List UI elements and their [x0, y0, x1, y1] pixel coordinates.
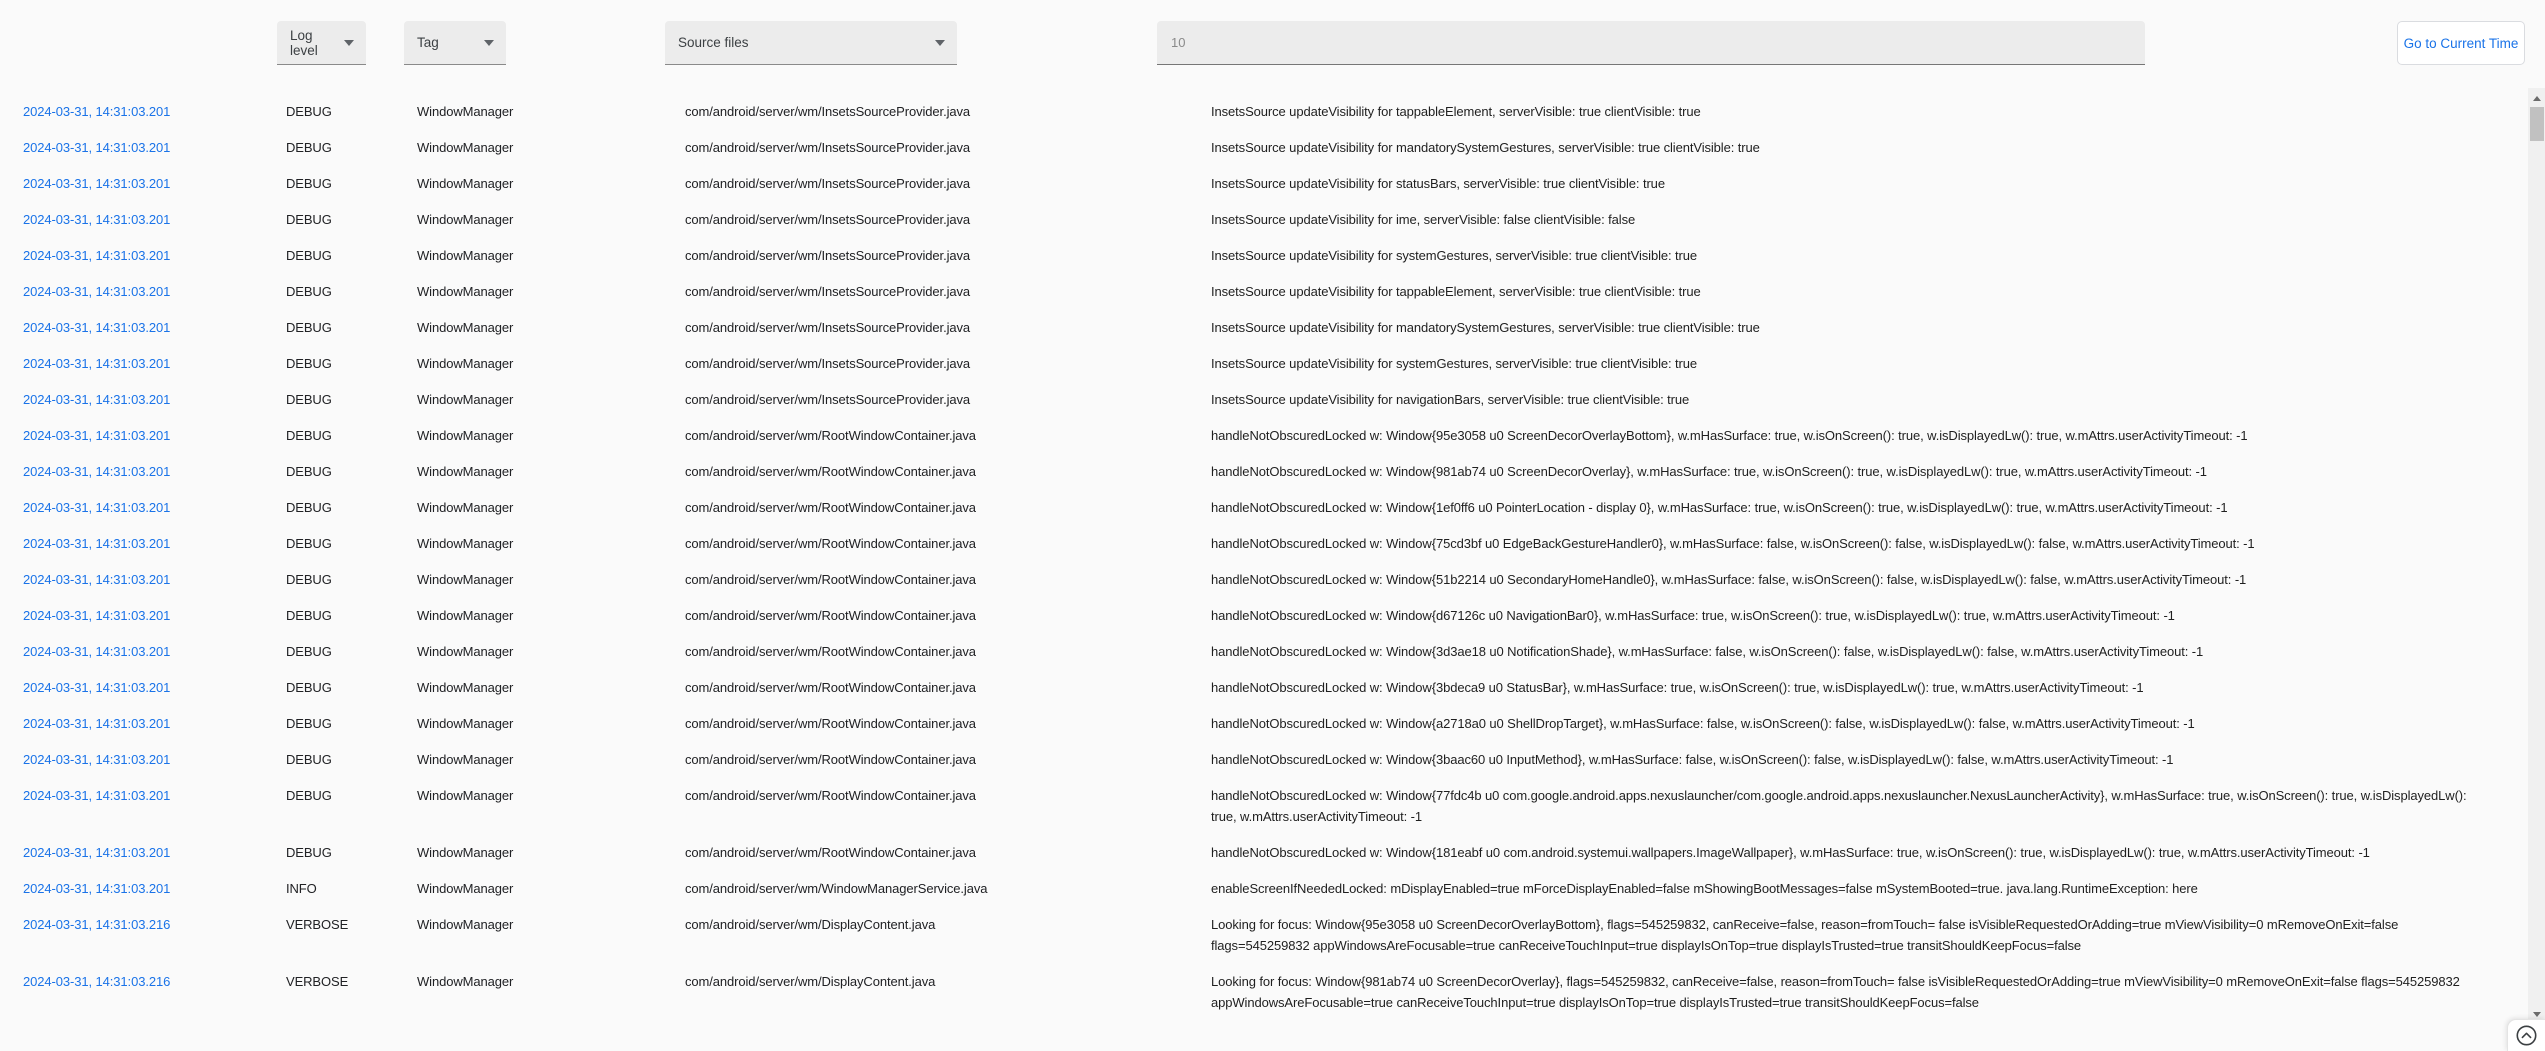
log-timestamp-link[interactable]: 2024-03-31, 14:31:03.201: [23, 176, 171, 191]
log-row: [23, 346, 2490, 382]
log-level: DEBUG: [286, 716, 332, 731]
log-row: [23, 871, 2490, 907]
log-tag: WindowManager: [417, 536, 514, 551]
log-tag: WindowManager: [417, 644, 514, 659]
log-tag: WindowManager: [417, 320, 514, 335]
log-timestamp-link[interactable]: 2024-03-31, 14:31:03.201: [23, 500, 171, 515]
caret-down-icon: [484, 40, 494, 46]
log-tag: WindowManager: [417, 500, 514, 515]
log-row: [23, 526, 2490, 562]
log-source-file: com/android/server/wm/RootWindowContainer.java: [685, 845, 976, 860]
log-level: DEBUG: [286, 248, 332, 263]
log-level: DEBUG: [286, 845, 332, 860]
log-timestamp-link[interactable]: 2024-03-31, 14:31:03.201: [23, 140, 171, 155]
log-row: [23, 670, 2490, 706]
log-timestamp-link[interactable]: 2024-03-31, 14:31:03.201: [23, 644, 171, 659]
log-row: [23, 274, 2490, 310]
log-tag: WindowManager: [417, 974, 514, 989]
log-message: InsetsSource updateVisibility for ime, serverVisible: false clientVisible: false: [1211, 212, 1636, 227]
log-message: handleNotObscuredLocked w: Window{1ef0ff6 u0 PointerLocation - display 0}, w.mHasSurface: true, w.isOnScreen(): true, w.isDisplayedLw(): true, w.mAttrs.userActivityTimeout: -1: [1211, 500, 2228, 515]
log-message: InsetsSource updateVisibility for systemGestures, serverVisible: true clientVisible: true: [1211, 248, 1698, 263]
scrollbar-thumb[interactable]: [2530, 107, 2544, 141]
log-timestamp-link[interactable]: 2024-03-31, 14:31:03.201: [23, 608, 171, 623]
go-to-current-time-label: Go to Current Time: [2403, 35, 2519, 51]
log-level: VERBOSE: [286, 917, 349, 932]
log-tag: WindowManager: [417, 212, 514, 227]
log-timestamp-link[interactable]: 2024-03-31, 14:31:03.201: [23, 104, 171, 119]
log-source-file: com/android/server/wm/RootWindowContainer.java: [685, 752, 976, 767]
log-source-file: com/android/server/wm/DisplayContent.java: [685, 974, 936, 989]
log-message: handleNotObscuredLocked w: Window{75cd3bf u0 EdgeBackGestureHandler0}, w.mHasSurface: false, w.isOnScreen(): false, w.isDisplayedLw(): false, w.mAttrs.userActivityTimeout: -1: [1211, 536, 2255, 551]
log-level: DEBUG: [286, 356, 332, 371]
log-tag: WindowManager: [417, 140, 514, 155]
log-tag: WindowManager: [417, 881, 514, 896]
log-message: InsetsSource updateVisibility for navigationBars, serverVisible: true clientVisible: true: [1211, 392, 1690, 407]
log-source-file: com/android/server/wm/RootWindowContainer.java: [685, 644, 976, 659]
caret-down-icon: [344, 40, 354, 46]
log-tag: WindowManager: [417, 752, 514, 767]
log-message: InsetsSource updateVisibility for tappableElement, serverVisible: true clientVisible: true: [1211, 284, 1701, 299]
log-level: DEBUG: [286, 320, 332, 335]
log-row: [23, 130, 2490, 166]
log-message: handleNotObscuredLocked w: Window{d67126c u0 NavigationBar0}, w.mHasSurface: true, w.isOnScreen(): true, w.isDisplayedLw(): true, w.mAttrs.userActivityTimeout: -1: [1211, 608, 2175, 623]
log-tag: WindowManager: [417, 356, 514, 371]
log-source-file: com/android/server/wm/RootWindowContainer.java: [685, 788, 976, 803]
log-timestamp-link[interactable]: 2024-03-31, 14:31:03.201: [23, 716, 171, 731]
log-row: [23, 778, 2490, 835]
log-tag: WindowManager: [417, 845, 514, 860]
log-source-file: com/android/server/wm/InsetsSourceProvider.java: [685, 104, 971, 119]
log-tag: WindowManager: [417, 464, 514, 479]
log-table: [0, 88, 2528, 1051]
log-tag: WindowManager: [417, 572, 514, 587]
log-source-file: com/android/server/wm/InsetsSourceProvider.java: [685, 284, 971, 299]
log-timestamp-link[interactable]: 2024-03-31, 14:31:03.201: [23, 536, 171, 551]
log-level: DEBUG: [286, 500, 332, 515]
log-source-file: com/android/server/wm/InsetsSourceProvider.java: [685, 140, 971, 155]
log-level: INFO: [286, 881, 317, 896]
log-level: DEBUG: [286, 428, 332, 443]
log-level: DEBUG: [286, 176, 332, 191]
log-level: DEBUG: [286, 680, 332, 695]
log-message: Looking for focus: Window{981ab74 u0 ScreenDecorOverlay}, flags=545259832, canReceive=false, reason=fromTouch= false isVisibleRequestedOrAdding=true mViewVisibility=0 mRemoveOnExit=false flags=545259832 appWindowsAreFocusable=true canReceiveTouchInput=true displayIsOnTop=true displayIsTrusted=true transitShouldKeepFocus=false: [1211, 974, 2460, 1010]
scroll-to-latest-button[interactable]: [2507, 1019, 2545, 1051]
log-row: [23, 382, 2490, 418]
log-message: InsetsSource updateVisibility for statusBars, serverVisible: true clientVisible: true: [1211, 176, 1665, 191]
scrollbar-up-arrow-icon: [2533, 96, 2541, 101]
log-timestamp-link[interactable]: 2024-03-31, 14:31:03.201: [23, 572, 171, 587]
log-level: DEBUG: [286, 536, 332, 551]
log-message: InsetsSource updateVisibility for mandatorySystemGestures, serverVisible: true clientVisible: true: [1211, 320, 1760, 335]
log-level: DEBUG: [286, 752, 332, 767]
vertical-scrollbar[interactable]: [2528, 88, 2545, 1051]
log-row: [23, 706, 2490, 742]
log-source-file: com/android/server/wm/InsetsSourceProvider.java: [685, 248, 971, 263]
log-source-file: com/android/server/wm/RootWindowContainer.java: [685, 464, 976, 479]
log-timestamp-link[interactable]: 2024-03-31, 14:31:03.201: [23, 680, 171, 695]
log-source-file: com/android/server/wm/RootWindowContainer.java: [685, 536, 976, 551]
log-row: [23, 634, 2490, 670]
log-tag: WindowManager: [417, 104, 514, 119]
log-message: handleNotObscuredLocked w: Window{a2718a0 u0 ShellDropTarget}, w.mHasSurface: false, w.isOnScreen(): false, w.isDisplayedLw(): false, w.mAttrs.userActivityTimeout: -1: [1211, 716, 2195, 731]
log-message: InsetsSource updateVisibility for tappableElement, serverVisible: true clientVisible: true: [1211, 104, 1701, 119]
log-row: [23, 238, 2490, 274]
log-level: DEBUG: [286, 140, 332, 155]
log-timestamp-link[interactable]: 2024-03-31, 14:31:03.201: [23, 320, 171, 335]
log-message: handleNotObscuredLocked w: Window{95e3058 u0 ScreenDecorOverlayBottom}, w.mHasSurface: true, w.isOnScreen(): true, w.isDisplayedLw(): true, w.mAttrs.userActivityTimeout: -1: [1211, 428, 2248, 443]
log-level: DEBUG: [286, 608, 332, 623]
log-row: [23, 202, 2490, 238]
log-message: handleNotObscuredLocked w: Window{181eabf u0 com.android.systemui.wallpapers.ImageWallpaper}, w.mHasSurface: true, w.isOnScreen(): true, w.isDisplayedLw(): true, w.mAttrs.userActivityTimeout: -1: [1211, 845, 2370, 860]
log-message: enableScreenIfNeededLocked: mDisplayEnabled=true mForceDisplayEnabled=false mShowingBootMessages=false mSystemBooted=true. java.lang.RuntimeException: here: [1211, 881, 2198, 896]
log-timestamp-link[interactable]: 2024-03-31, 14:31:03.201: [23, 212, 171, 227]
log-tag: WindowManager: [417, 284, 514, 299]
log-tag: WindowManager: [417, 176, 514, 191]
log-row: [23, 454, 2490, 490]
log-message: handleNotObscuredLocked w: Window{981ab74 u0 ScreenDecorOverlay}, w.mHasSurface: true, w.isOnScreen(): true, w.isDisplayedLw(): true, w.mAttrs.userActivityTimeout: -1: [1211, 464, 2207, 479]
log-level: DEBUG: [286, 464, 332, 479]
log-row: [23, 964, 2490, 1021]
log-row: [23, 490, 2490, 526]
log-level-select-label: Log level: [290, 27, 318, 58]
go-to-current-time-button[interactable]: [2397, 21, 2525, 65]
log-message: handleNotObscuredLocked w: Window{3bdeca9 u0 StatusBar}, w.mHasSurface: true, w.isOnScreen(): true, w.isDisplayedLw(): true, w.mAttrs.userActivityTimeout: -1: [1211, 680, 2144, 695]
log-message: Looking for focus: Window{95e3058 u0 ScreenDecorOverlayBottom}, flags=545259832, canReceive=false, reason=fromTouch= false isVisibleRequestedOrAdding=true mViewVisibility=0 mRemoveOnExit=false flags=545259832 appWindowsAreFocusable=true canReceiveTouchInput=true displayIsOnTop=true displayIsTrusted=true transitShouldKeepFocus=false: [1211, 917, 2399, 953]
log-source-file: com/android/server/wm/DisplayContent.java: [685, 917, 936, 932]
log-row: [23, 907, 2490, 964]
log-source-file: com/android/server/wm/InsetsSourceProvider.java: [685, 212, 971, 227]
log-timestamp-link[interactable]: 2024-03-31, 14:31:03.216: [23, 917, 171, 932]
log-timestamp-link[interactable]: 2024-03-31, 14:31:03.201: [23, 845, 171, 860]
log-timestamp-link[interactable]: 2024-03-31, 14:31:03.201: [23, 392, 171, 407]
log-tag: WindowManager: [417, 917, 514, 932]
circled-chevron-up-icon: [2515, 1024, 2538, 1047]
log-row: [23, 562, 2490, 598]
log-source-file: com/android/server/wm/InsetsSourceProvider.java: [685, 320, 971, 335]
log-tag: WindowManager: [417, 716, 514, 731]
log-timestamp-link[interactable]: 2024-03-31, 14:31:03.216: [23, 974, 171, 989]
log-level: DEBUG: [286, 572, 332, 587]
log-level: DEBUG: [286, 212, 332, 227]
log-source-file: com/android/server/wm/WindowManagerService.java: [685, 881, 988, 896]
log-level-select[interactable]: [277, 21, 366, 65]
log-timestamp-link[interactable]: 2024-03-31, 14:31:03.201: [23, 284, 171, 299]
log-level: DEBUG: [286, 104, 332, 119]
log-timestamp-link[interactable]: 2024-03-31, 14:31:03.201: [23, 428, 171, 443]
log-timestamp-link[interactable]: 2024-03-31, 14:31:03.201: [23, 248, 171, 263]
toolbar: [0, 0, 2545, 88]
log-row: [23, 598, 2490, 634]
log-message: handleNotObscuredLocked w: Window{51b2214 u0 SecondaryHomeHandle0}, w.mHasSurface: false, w.isOnScreen(): false, w.isDisplayedLw(): false, w.mAttrs.userActivityTimeout: -1: [1211, 572, 2247, 587]
log-source-file: com/android/server/wm/RootWindowContainer.java: [685, 716, 976, 731]
log-tag: WindowManager: [417, 608, 514, 623]
log-message: handleNotObscuredLocked w: Window{3d3ae18 u0 NotificationShade}, w.mHasSurface: false, w.isOnScreen(): false, w.isDisplayedLw(): false, w.mAttrs.userActivityTimeout: -1: [1211, 644, 2204, 659]
log-message: handleNotObscuredLocked w: Window{77fdc4b u0 com.google.android.apps.nexuslauncher/com.google.android.apps.nexuslauncher.NexusLauncherActivity}, w.mHasSurface: true, w.isOnScreen(): true, w.isDisplayedLw(): true, w.mAttrs.userActivityTimeout: -1: [1211, 788, 2467, 824]
log-level: DEBUG: [286, 788, 332, 803]
log-source-file: com/android/server/wm/RootWindowContainer.java: [685, 680, 976, 695]
log-timestamp-link[interactable]: 2024-03-31, 14:31:03.201: [23, 881, 171, 896]
log-row: [23, 94, 2490, 130]
log-row: [23, 742, 2490, 778]
log-source-file: com/android/server/wm/InsetsSourceProvider.java: [685, 176, 971, 191]
log-tag: WindowManager: [417, 680, 514, 695]
log-level: DEBUG: [286, 284, 332, 299]
log-message: InsetsSource updateVisibility for mandatorySystemGestures, serverVisible: true clientVisible: true: [1211, 140, 1760, 155]
log-row: [23, 166, 2490, 202]
log-timestamp-link[interactable]: 2024-03-31, 14:31:03.201: [23, 788, 171, 803]
log-level: DEBUG: [286, 644, 332, 659]
log-timestamp-link[interactable]: 2024-03-31, 14:31:03.201: [23, 752, 171, 767]
caret-down-icon: [935, 40, 945, 46]
log-level: VERBOSE: [286, 974, 349, 989]
log-row: [23, 418, 2490, 454]
log-message: handleNotObscuredLocked w: Window{3baac60 u0 InputMethod}, w.mHasSurface: false, w.isOnScreen(): false, w.isDisplayedLw(): false, w.mAttrs.userActivityTimeout: -1: [1211, 752, 2174, 767]
log-source-file: com/android/server/wm/InsetsSourceProvider.java: [685, 356, 971, 371]
log-row: [23, 835, 2490, 871]
log-source-file: com/android/server/wm/RootWindowContainer.java: [685, 428, 976, 443]
log-level: DEBUG: [286, 392, 332, 407]
log-message: InsetsSource updateVisibility for systemGestures, serverVisible: true clientVisible: true: [1211, 356, 1698, 371]
log-source-file: com/android/server/wm/RootWindowContainer.java: [685, 500, 976, 515]
log-tag: WindowManager: [417, 392, 514, 407]
log-source-file: com/android/server/wm/RootWindowContainer.java: [685, 572, 976, 587]
log-tag: WindowManager: [417, 788, 514, 803]
log-timestamp-link[interactable]: 2024-03-31, 14:31:03.201: [23, 356, 171, 371]
log-source-file: com/android/server/wm/InsetsSourceProvider.java: [685, 392, 971, 407]
scrollbar-down-arrow-icon: [2533, 1012, 2541, 1017]
log-row: [23, 310, 2490, 346]
tag-select[interactable]: [404, 21, 506, 65]
log-timestamp-link[interactable]: 2024-03-31, 14:31:03.201: [23, 464, 171, 479]
time-window-input[interactable]: [1157, 21, 2145, 65]
source-files-select[interactable]: [665, 21, 957, 65]
log-tag: WindowManager: [417, 428, 514, 443]
source-files-select-label: Source files: [678, 35, 749, 50]
log-tag: WindowManager: [417, 248, 514, 263]
tag-select-label: Tag: [417, 35, 439, 50]
scrollbar-up-button[interactable]: [2528, 90, 2545, 106]
log-source-file: com/android/server/wm/RootWindowContainer.java: [685, 608, 976, 623]
